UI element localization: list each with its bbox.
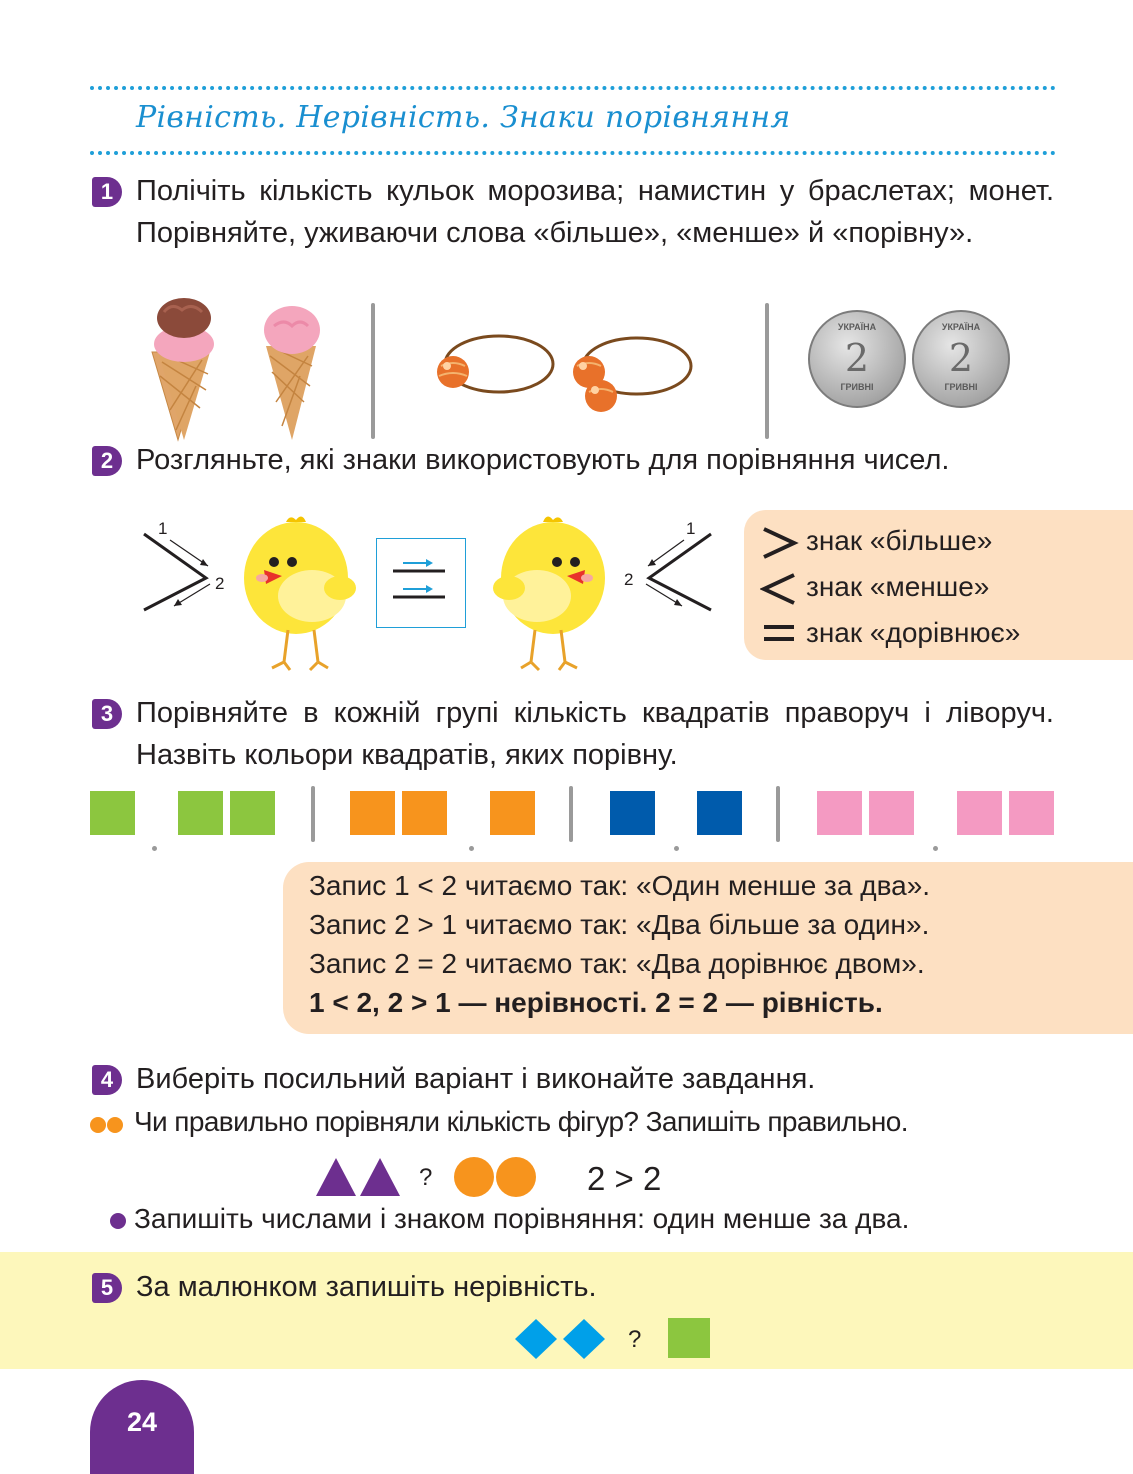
task-3-text: Порівняйте в кожній групі кількість квадратів праворуч і ліворуч. Назвіть кольори квадратів, яких порівну. bbox=[136, 697, 1054, 771]
legend-equal-label: знак «дорівнює» bbox=[806, 617, 1021, 648]
orange-square bbox=[402, 791, 447, 835]
coin-bottom-text: ГРИВНІ bbox=[944, 382, 978, 392]
page-number: 24 bbox=[90, 1380, 194, 1474]
task-4-option-a: Чи правильно порівняли кількість фігур? Запишіть правильно. bbox=[134, 1106, 908, 1137]
divider bbox=[311, 786, 315, 842]
green-square bbox=[90, 791, 135, 835]
placeholder-dot bbox=[674, 846, 679, 851]
ice-cream-one-scoop bbox=[264, 306, 320, 440]
two-circles-figure bbox=[453, 1156, 543, 1198]
triangle-icon bbox=[360, 1158, 400, 1196]
greater-sign-icon bbox=[764, 529, 794, 557]
task-1-text: Полічіть кількість кульок морозива; намистин у браслетах; монет. Порівняйте, уживаючи слова «більше», «менше» й «порівну». bbox=[136, 175, 1054, 249]
coin bbox=[808, 310, 906, 408]
diamond-icon bbox=[515, 1319, 557, 1359]
chick-icon bbox=[240, 512, 365, 674]
coin bbox=[912, 310, 1010, 408]
header-dotted-line-bottom bbox=[90, 151, 1056, 155]
green-square bbox=[178, 791, 223, 835]
legend-greater-label: знак «більше» bbox=[806, 525, 993, 556]
equal-strokes-icon bbox=[377, 539, 465, 627]
bracelet-one-bead bbox=[437, 336, 553, 392]
header-dotted-line-top bbox=[90, 86, 1056, 90]
info-line-1: Запис 1 < 2 читаємо так: «Один менше за два». bbox=[309, 870, 931, 901]
stroke-label-1: 1 bbox=[686, 519, 696, 538]
divider bbox=[765, 303, 769, 439]
orange-square bbox=[350, 791, 395, 835]
less-sign-stroke-diagram bbox=[620, 520, 715, 615]
coin-value: 2 bbox=[844, 336, 870, 380]
task-4-text: Виберіть посильний варіант і виконайте завдання. bbox=[136, 1063, 816, 1095]
coin-bottom-text: ГРИВНІ bbox=[840, 382, 874, 392]
task-5-text: За малюнком запишіть нерівність. bbox=[136, 1271, 597, 1303]
circle-icon bbox=[454, 1157, 494, 1197]
divider bbox=[569, 786, 573, 842]
divider bbox=[776, 786, 780, 842]
bracelet-two-beads bbox=[573, 338, 691, 412]
equal-sign-stroke-diagram bbox=[376, 538, 466, 628]
pink-square bbox=[869, 791, 914, 835]
one-dot-level-icon bbox=[110, 1213, 126, 1229]
two-diamonds-figure bbox=[514, 1318, 610, 1360]
task-2-text: Розгляньте, які знаки використовують для порівняння чисел. bbox=[136, 444, 950, 476]
stroke-label-1: 1 bbox=[158, 519, 168, 538]
orange-square bbox=[490, 791, 535, 835]
greater-sign-stroke-diagram bbox=[140, 520, 235, 615]
stroke-label-2: 2 bbox=[215, 574, 225, 593]
comparison-expression: 2 > 2 bbox=[587, 1160, 662, 1197]
info-line-4: 1 < 2, 2 > 1 — нерівності. 2 = 2 — рівність. bbox=[309, 987, 883, 1018]
placeholder-dot bbox=[933, 846, 938, 851]
comparison-question-mark: ? bbox=[628, 1326, 642, 1353]
less-sign-icon bbox=[764, 575, 794, 603]
task-4-number: 4 bbox=[92, 1065, 122, 1095]
comparison-question-mark: ? bbox=[419, 1164, 433, 1191]
page-title: Рівність. Нерівність. Знаки порівняння bbox=[136, 100, 791, 135]
info-line-3: Запис 2 = 2 читаємо так: «Два дорівнює двом». bbox=[309, 948, 925, 979]
legend-sign-icons bbox=[760, 525, 800, 655]
divider bbox=[371, 303, 375, 439]
stroke-label-2: 2 bbox=[624, 570, 634, 589]
placeholder-dot bbox=[152, 846, 157, 851]
placeholder-dot bbox=[469, 846, 474, 851]
equal-sign-icon bbox=[764, 627, 794, 639]
legend-less-label: знак «менше» bbox=[806, 571, 990, 602]
two-triangles-figure bbox=[314, 1156, 404, 1198]
pink-square bbox=[1009, 791, 1054, 835]
task-3-number: 3 bbox=[92, 699, 122, 729]
task-5-number: 5 bbox=[92, 1273, 122, 1303]
triangle-icon bbox=[316, 1158, 356, 1196]
ice-cream-two-scoops bbox=[152, 298, 214, 440]
bracelets-illustration bbox=[425, 330, 705, 420]
diamond-icon bbox=[563, 1319, 605, 1359]
info-line-2: Запис 2 > 1 читаємо так: «Два більше за один». bbox=[309, 909, 930, 940]
task-4-option-b: Запишіть числами і знаком порівняння: один менше за два. bbox=[134, 1203, 910, 1234]
task-2-number: 2 bbox=[92, 446, 122, 476]
blue-square bbox=[697, 791, 742, 835]
pink-square bbox=[817, 791, 862, 835]
green-square bbox=[668, 1318, 710, 1358]
blue-square bbox=[610, 791, 655, 835]
coin-top-text: УКРАЇНА bbox=[941, 322, 981, 332]
circle-icon bbox=[496, 1157, 536, 1197]
coin-top-text: УКРАЇНА bbox=[837, 322, 877, 332]
ice-cream-illustration bbox=[140, 290, 340, 450]
coin-value: 2 bbox=[948, 336, 974, 380]
chick-icon bbox=[484, 512, 609, 674]
green-square bbox=[230, 791, 275, 835]
task-1-number: 1 bbox=[92, 177, 122, 207]
pink-square bbox=[957, 791, 1002, 835]
